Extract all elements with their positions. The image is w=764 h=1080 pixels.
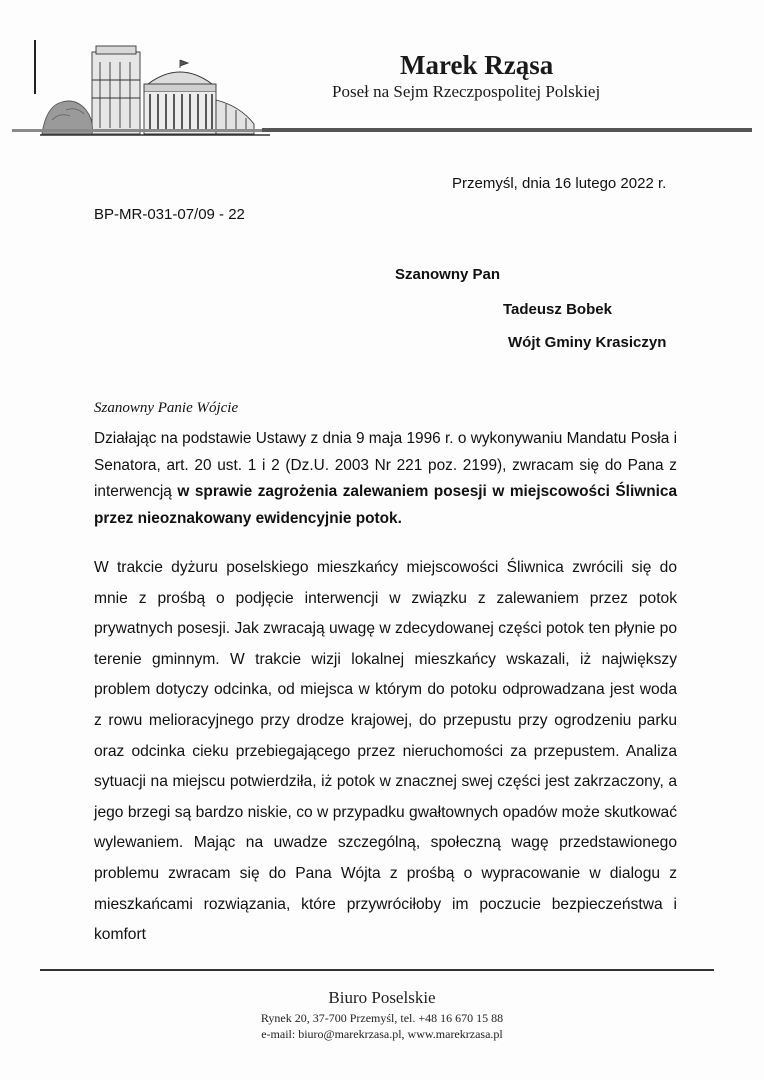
footer-office-title: Biuro Poselskie bbox=[328, 988, 436, 1007]
letter-date: Przemyśl, dnia 16 lutego 2022 r. bbox=[452, 175, 667, 192]
footer-address: Rynek 20, 37-700 Przemyśl, tel. +48 16 670 15 88 bbox=[260, 1011, 504, 1025]
paragraph-intro bbox=[94, 426, 677, 532]
letter-greeting: Szanowny Panie Wójcie bbox=[94, 400, 239, 416]
mp-position: Poseł na Sejm Rzeczpospolitej Polskiej bbox=[332, 82, 601, 101]
header-rule bbox=[12, 127, 752, 134]
recipient-name: Tadeusz Bobek bbox=[503, 301, 612, 318]
paragraph-body: W trakcie dyżuru poselskiego mieszkańcy miejscowości Śliwnica zwrócili się do mnie z prośbą o podjęcie interwencji w związku z zalewaniem przez potok prywatnych posesji. Jak zwracają uwagę w zdecydowanej części potok ten płynie po terenie gminnym. W trakcie wizji lokalnej mieszkańcy wskazali, iż największy problem dotyczy odcinka, od miejsca w którym do potoku odprowadzana jest woda z rowu melioracyjnego przy drodze krajowej, do przepustu przy ogrodzeniu parku oraz odcinka cieku przebiegającego przez nieruchomości za przepustem. Analiza sytuacji na miejscu potwierdziła, iż potok w znacznej swej części jest zakrzaczony, a jego brzegi są bardzo niskie, co w przypadku gwałtownych opadów może skutkować wylewaniem. Mając na uwadze szczególną, społeczną wagę przedstawionego problemu zwracam się do Pana Wójta z prośbą o wypracowanie w dialogu z mieszkańcami rozwiązania, które przywróciłoby im poczucie bezpieczeństwa i komfort bbox=[94, 559, 677, 944]
paragraph-intro-subject: w sprawie zagrożenia zalewaniem posesji w miejscowości Śliwnica przez nieoznakowany ewidencyjnie potok. bbox=[94, 483, 678, 527]
footer-contact: e-mail: biuro@marekrzasa.pl, www.marekrzasa.pl bbox=[261, 1027, 503, 1041]
footer-rule bbox=[40, 969, 714, 971]
sejm-building-logo bbox=[40, 40, 270, 140]
reference-number: BP-MR-031-07/09 - 22 bbox=[94, 206, 245, 223]
paragraph-intro-text: Działając na podstawie Ustawy z dnia 9 maja 1996 r. o wykonywaniu Mandatu Posła i Senatora, art. 20 ust. 1 i 2 (Dz.U. 2003 Nr 221 poz. 2199), zwracam się do Pana z interwencją bbox=[94, 430, 677, 500]
margin-mark bbox=[34, 40, 36, 94]
mp-name: Marek Rząsa bbox=[400, 50, 554, 80]
recipient-salutation: Szanowny Pan bbox=[395, 266, 501, 283]
recipient-title: Wójt Gminy Krasiczyn bbox=[508, 334, 667, 351]
